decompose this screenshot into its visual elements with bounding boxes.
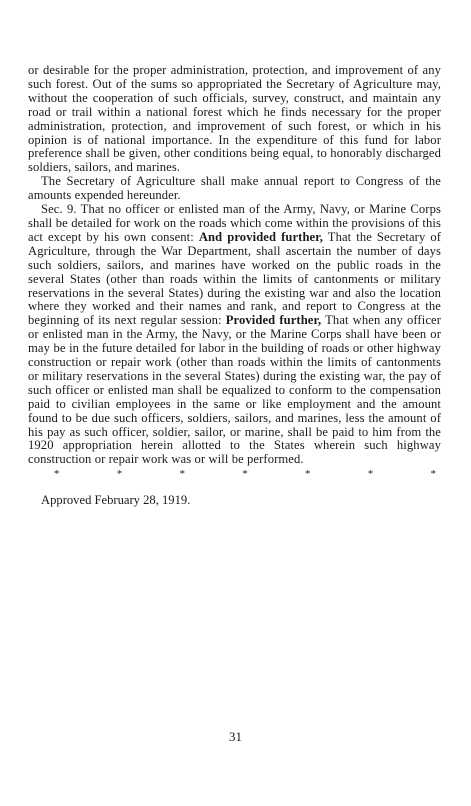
star-mark: * [305, 468, 311, 481]
paragraph-section-9 [28, 203, 441, 467]
section-9-text-e: That when any officer or enlisted man in the Army, the Navy, or the Marine Corps shall have been or may be in the future detailed for labor in the building of roads or other highway construction or repair work (other than roads within the limits of cantonments or military reservations in the several States) during the existing war, the pay of such officer or enlisted man shall be equalized to conform to the compensation paid to civilian employees in the same or like employment and the amount found to be due such officers, soldiers, sailors, and marines, less the amount of his pay as such officer, soldier, sailor, or marine, shall be paid to him from the 1920 appropriation herein allotted to the States wherein such highway construction or repair work was or will be performed. [28, 313, 441, 467]
approval-date: Approved February 28, 1919. [41, 493, 191, 508]
star-mark: * [179, 468, 185, 481]
page-number: 31 [229, 729, 242, 744]
section-9-text-c: That the Secretary of Agriculture, through the War Department, shall ascertain the number of days such soldiers, sailors, and marines have worked on the public roads in the several States (other than roads within the limits of cantonments or military reservations in the several States) during the existing war and also the location where they worked and their names and rank, and report to Congress at the beginning of its next regular session: [28, 229, 442, 328]
proviso-and-provided-further: And provided further, [198, 229, 324, 244]
star-mark: * [54, 468, 60, 481]
section-9-text-a: Sec. 9. That no officer or enlisted man of the Army, Navy, or Marine Corps shall be detailed for work on the roads which come within the provisions of this act except by his own consent: [28, 202, 441, 244]
omission-stars [28, 468, 441, 481]
star-mark: * [367, 468, 374, 481]
proviso-provided-further: Provided further, [225, 313, 322, 328]
document-body [28, 64, 441, 507]
star-mark: * [242, 468, 248, 481]
paragraph-annual-report: The Secretary of Agriculture shall make annual report to Congress of the amounts expended hereunder. [28, 174, 441, 203]
paragraph-forest-roads: or desirable for the proper administration, protection, and improvement of any such forest. Out of the sums so appropriated the Secretary of Agriculture may, without the cooperation of such officials, survey, construct, and maintain any road or trail within a national forest which he finds necessary for the proper administration, protection, and improvement of such forest, or which in his opinion is of national importance. In the expenditure of this fund for labor preference shall be given, other conditions being equal, to honorably discharged soldiers, sailors, and marines. [28, 63, 441, 175]
star-mark: * [116, 468, 123, 481]
star-mark: * [430, 468, 436, 481]
